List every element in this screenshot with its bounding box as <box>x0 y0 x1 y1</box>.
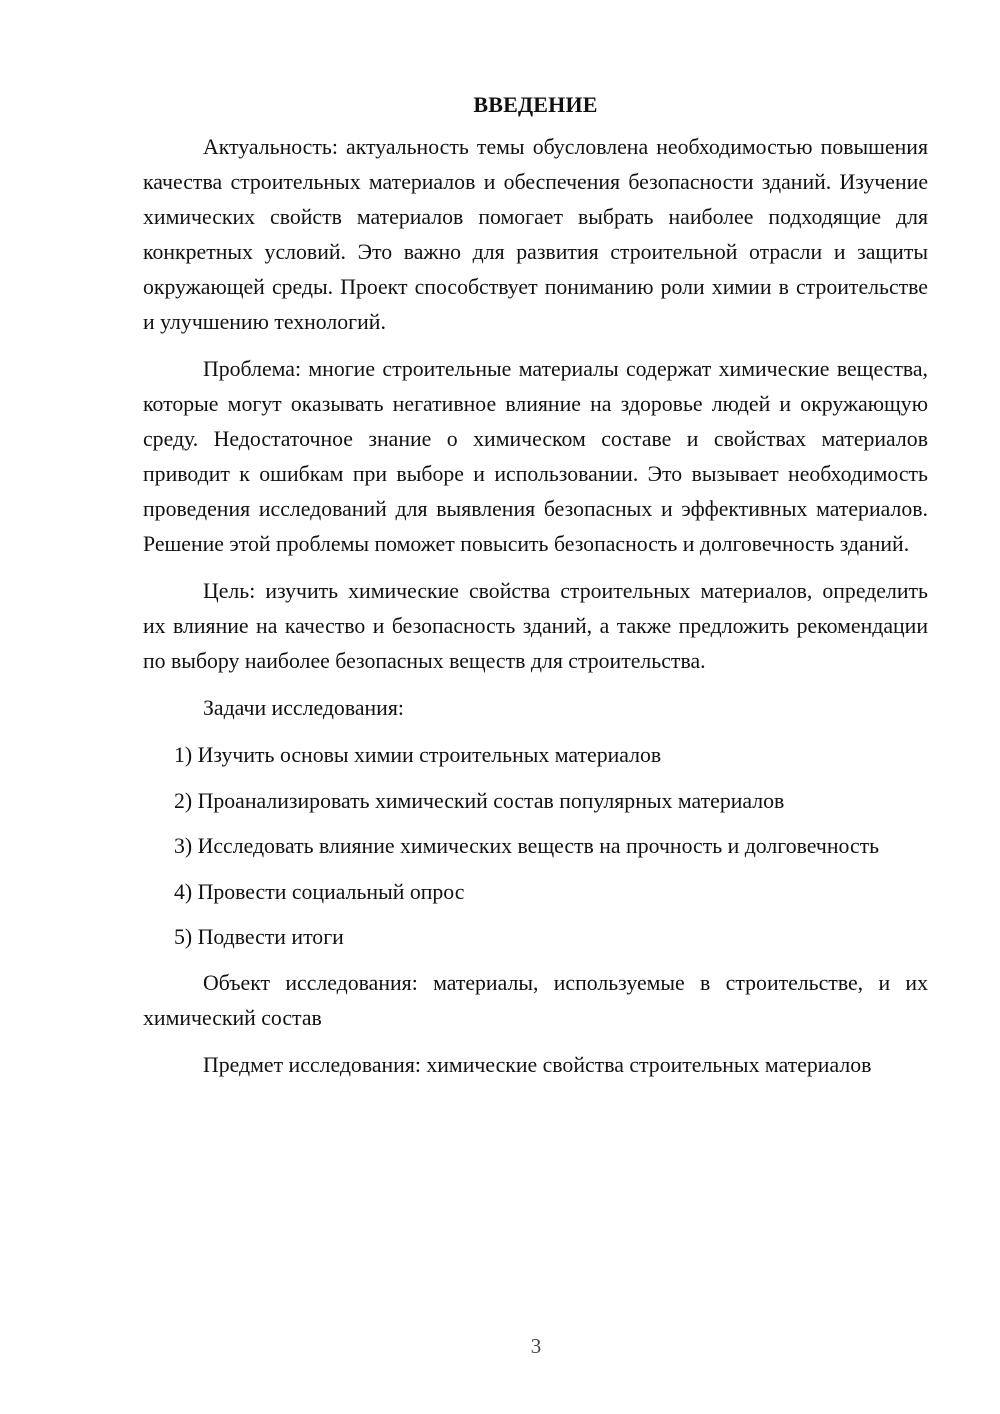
task-item-4: 4) Провести социальный опрос <box>174 879 465 904</box>
tasks-heading: Задачи исследования: <box>203 696 404 720</box>
paragraph-subject: Предмет исследования: химические свойства строительных материалов <box>203 1052 872 1077</box>
task-item-5: 5) Подвести итоги <box>174 925 344 949</box>
paragraph-goal: Цель: изучить химические свойства строительных материалов, определить их влияние на качество и безопасность зданий, а также предложить рекомендации по выбору наиболее безопасных веществ для строительства. <box>143 579 928 673</box>
paragraph-relevance: Актуальность: актуальность темы обусловлена необходимостью повышения качества строительных материалов и обеспечения безопасности зданий. Изучение химических свойств материалов помогает выбрать наиболее подходящие для конкретных условий. Это важно для развития строительной отрасли и защиты окружающей среды. Проект способствует пониманию роли химии в строительстве и улучшению технологий. <box>143 135 928 334</box>
page-number: 3 <box>530 1334 542 1358</box>
task-item-3: 3) Исследовать влияние химических веществ на прочность и долговечность <box>174 834 880 858</box>
paragraph-object: Объект исследования: материалы, используемые в строительстве, и их химический состав <box>143 970 928 1030</box>
section-title: ВВЕДЕНИЕ <box>473 92 598 117</box>
task-item-2: 2) Проанализировать химический состав популярных материалов <box>174 788 785 813</box>
page-content <box>143 92 928 1095</box>
paragraph-problem: Проблема: многие строительные материалы содержат химические вещества, которые могут оказывать негативное влияние на здоровье людей и окружающую среду. Недостаточное знание о химическом составе и свойствах материалов приводит к ошибкам при выборе и использовании. Это вызывает необходимость проведения исследований для выявления безопасных и эффективных материалов. Решение этой проблемы поможет повысить безопасность и долговечность зданий. <box>143 357 928 556</box>
task-item-1: 1) Изучить основы химии строительных материалов <box>174 743 662 767</box>
